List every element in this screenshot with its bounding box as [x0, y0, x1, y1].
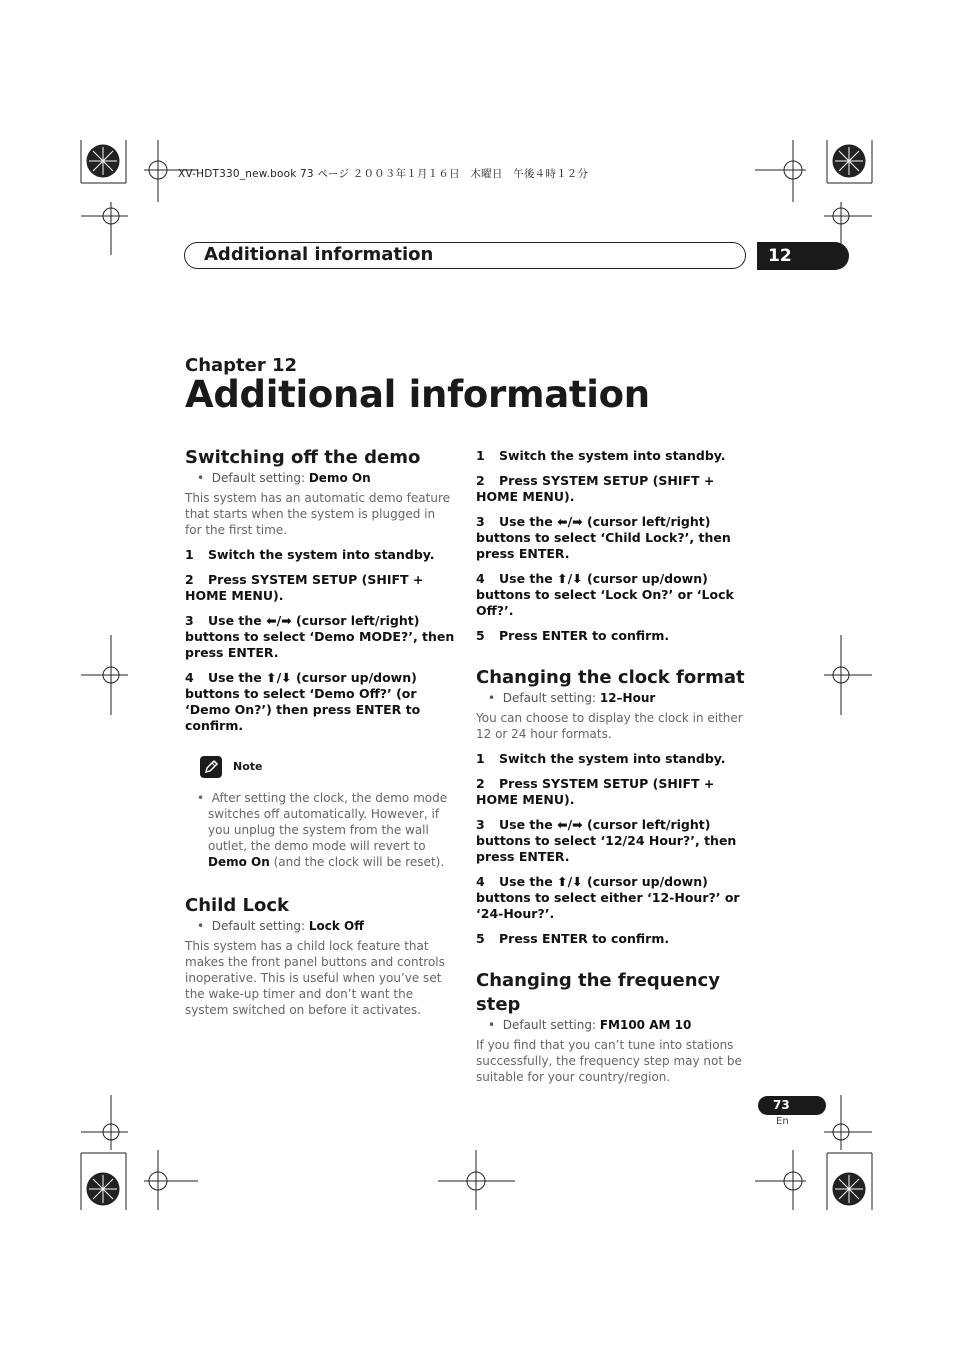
- demo-step: 1 Switch the system into standby.: [185, 547, 435, 562]
- childlock-step: 1 Switch the system into standby.: [476, 448, 726, 463]
- chapter-title: Additional information: [185, 373, 650, 416]
- default-setting-demo: • Default setting: Demo On: [197, 471, 371, 485]
- section-heading-frequency: Changing the frequency step: [476, 970, 720, 1015]
- childlock-step: 3 Use the ⬅/➡ (cursor left/right) buttons to select ‘Child Lock?’, then press ENTER.: [476, 514, 731, 561]
- default-setting-childlock: • Default setting: Lock Off: [197, 919, 364, 933]
- language-code: En: [776, 1116, 789, 1127]
- clock-intro: You can choose to display the clock in either 12 or 24 hour formats.: [476, 711, 743, 741]
- pencil-note-icon: [200, 756, 222, 778]
- header-title: Additional information: [204, 244, 434, 265]
- childlock-intro: This system has a child lock feature that makes the front panel buttons and controls inoperative. This is useful when you’ve set the wake-up timer and don’t want the system switched on before it activates.: [185, 939, 445, 1017]
- childlock-step: 5 Press ENTER to confirm.: [476, 628, 670, 643]
- left-column: [185, 446, 455, 1018]
- childlock-step: 2 Press SYSTEM SETUP (SHIFT + HOME MENU).: [476, 473, 715, 504]
- demo-step: 2 Press SYSTEM SETUP (SHIFT + HOME MENU).: [185, 572, 424, 603]
- demo-intro: This system has an automatic demo feature that starts when the system is plugged in for the first time.: [185, 491, 451, 537]
- page-number-badge: 73: [758, 1096, 826, 1115]
- print-info-line: XV-HDT330_new.book 73 ページ ２００３年１月１６日 木曜日 午後４時１２分: [178, 168, 589, 180]
- chapter-label: Chapter 12: [185, 355, 298, 376]
- clock-step: 2 Press SYSTEM SETUP (SHIFT + HOME MENU).: [476, 776, 715, 807]
- chapter-number-badge: 12: [757, 242, 849, 270]
- note-header: [185, 756, 455, 780]
- clock-step: 3 Use the ⬅/➡ (cursor left/right) buttons to select ‘12/24 Hour?’, then press ENTER.: [476, 817, 737, 864]
- note-text: • After setting the clock, the demo mode switches off automatically. However, if you unplug the system from the wall outlet, the demo mode will revert to Demo On (and the clock will be reset).: [197, 791, 448, 869]
- clock-step: 5 Press ENTER to confirm.: [476, 931, 670, 946]
- demo-step: 4 Use the ⬆/⬇ (cursor up/down) buttons to select ‘Demo Off?’ (or ‘Demo On?’) then press ENTER to confirm.: [185, 670, 421, 733]
- section-heading-childlock: Child Lock: [185, 895, 289, 916]
- note-label: Note: [233, 760, 263, 773]
- default-setting-clock: • Default setting: 12–Hour: [488, 691, 656, 705]
- right-column: [476, 446, 746, 1085]
- demo-step: 3 Use the ⬅/➡ (cursor left/right) buttons to select ‘Demo MODE?’, then press ENTER.: [185, 613, 455, 660]
- section-heading-demo: Switching off the demo: [185, 447, 421, 468]
- childlock-step: 4 Use the ⬆/⬇ (cursor up/down) buttons to select ‘Lock On?’ or ‘Lock Off?’.: [476, 571, 734, 618]
- frequency-intro: If you find that you can’t tune into stations successfully, the frequency step may not be suitable for your country/region.: [476, 1038, 742, 1084]
- clock-step: 1 Switch the system into standby.: [476, 751, 726, 766]
- section-heading-clock: Changing the clock format: [476, 667, 745, 688]
- default-setting-frequency: • Default setting: FM100 AM 10: [488, 1018, 692, 1032]
- clock-step: 4 Use the ⬆/⬇ (cursor up/down) buttons to select either ‘12-Hour?’ or ‘24-Hour?’.: [476, 874, 740, 921]
